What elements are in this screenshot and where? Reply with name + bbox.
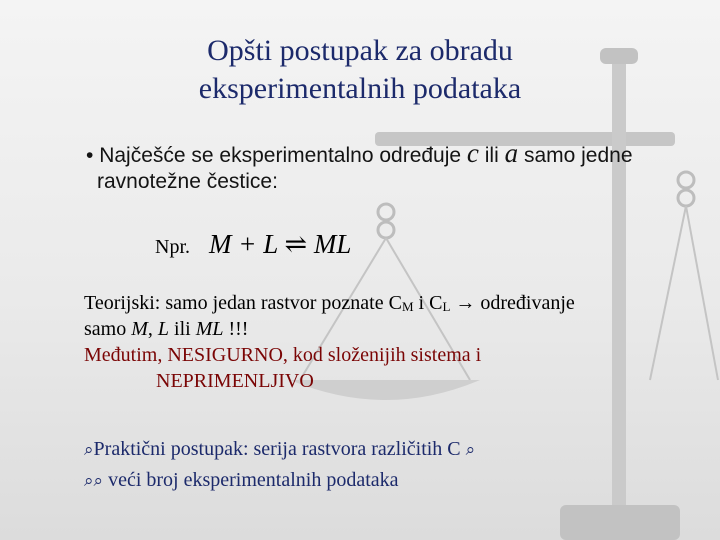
bracket-symbol-icon: ⌕ xyxy=(84,471,94,491)
bullet-text-before: Najčešće se eksperimentalno određuje xyxy=(99,144,462,167)
theory-line-2-prefix: samo xyxy=(84,318,132,340)
bracket-symbol-icon: ⌕ xyxy=(84,440,94,460)
slide-title xyxy=(150,32,570,108)
comma: , xyxy=(147,318,158,340)
example-equation xyxy=(155,228,351,263)
text-ili: ili xyxy=(169,318,196,340)
bullet-marker: • xyxy=(86,144,94,167)
bullet-text-after: samo jedne xyxy=(523,144,633,167)
bracket-symbol-icon: ⌕ xyxy=(93,471,104,491)
warning-line-1: Međutim, NESIGURNO, kod složenijih sistema i xyxy=(84,344,482,366)
theory-line-1 xyxy=(84,290,694,316)
theory-line-1-mid: i C xyxy=(413,292,443,314)
variable-c: c xyxy=(466,138,479,168)
theory-paragraph xyxy=(84,290,694,394)
practical-text-2: veći broj eksperimentalnih podataka xyxy=(108,469,399,491)
subscript-m: M xyxy=(401,299,414,314)
variable-l: L xyxy=(157,318,170,340)
variable-ml: ML xyxy=(195,318,224,340)
bullet-text-ili: ili xyxy=(484,144,499,167)
warning-line-2: NEPRIMENLJIVO xyxy=(156,370,314,392)
example-label: Npr. xyxy=(155,236,190,258)
subscript-l: L xyxy=(442,299,451,314)
title-line-1: Opšti postupak za obradu xyxy=(207,34,513,67)
equilibrium-equation: M + L ⇌ ML xyxy=(209,229,352,259)
practical-paragraph xyxy=(84,434,694,496)
bullet-line-2: ravnotežne čestice: xyxy=(97,170,278,193)
practical-line-1 xyxy=(84,434,694,465)
theory-line-1-suffix: → određivanje xyxy=(450,292,575,314)
variable-a: a xyxy=(504,138,519,168)
bracket-symbol-icon: ⌕ xyxy=(465,440,476,460)
title-line-2: eksperimentalnih podataka xyxy=(198,72,522,105)
theory-line-1-prefix: Teorijski: samo jedan rastvor poznate C xyxy=(84,292,402,314)
practical-text-1: Praktični postupak: serija rastvora različitih C xyxy=(93,438,461,460)
theory-line-2 xyxy=(84,316,694,342)
exclamation: !!! xyxy=(223,318,249,340)
variable-m: M xyxy=(131,318,148,340)
practical-line-2 xyxy=(84,465,694,496)
bullet-point xyxy=(86,140,686,195)
